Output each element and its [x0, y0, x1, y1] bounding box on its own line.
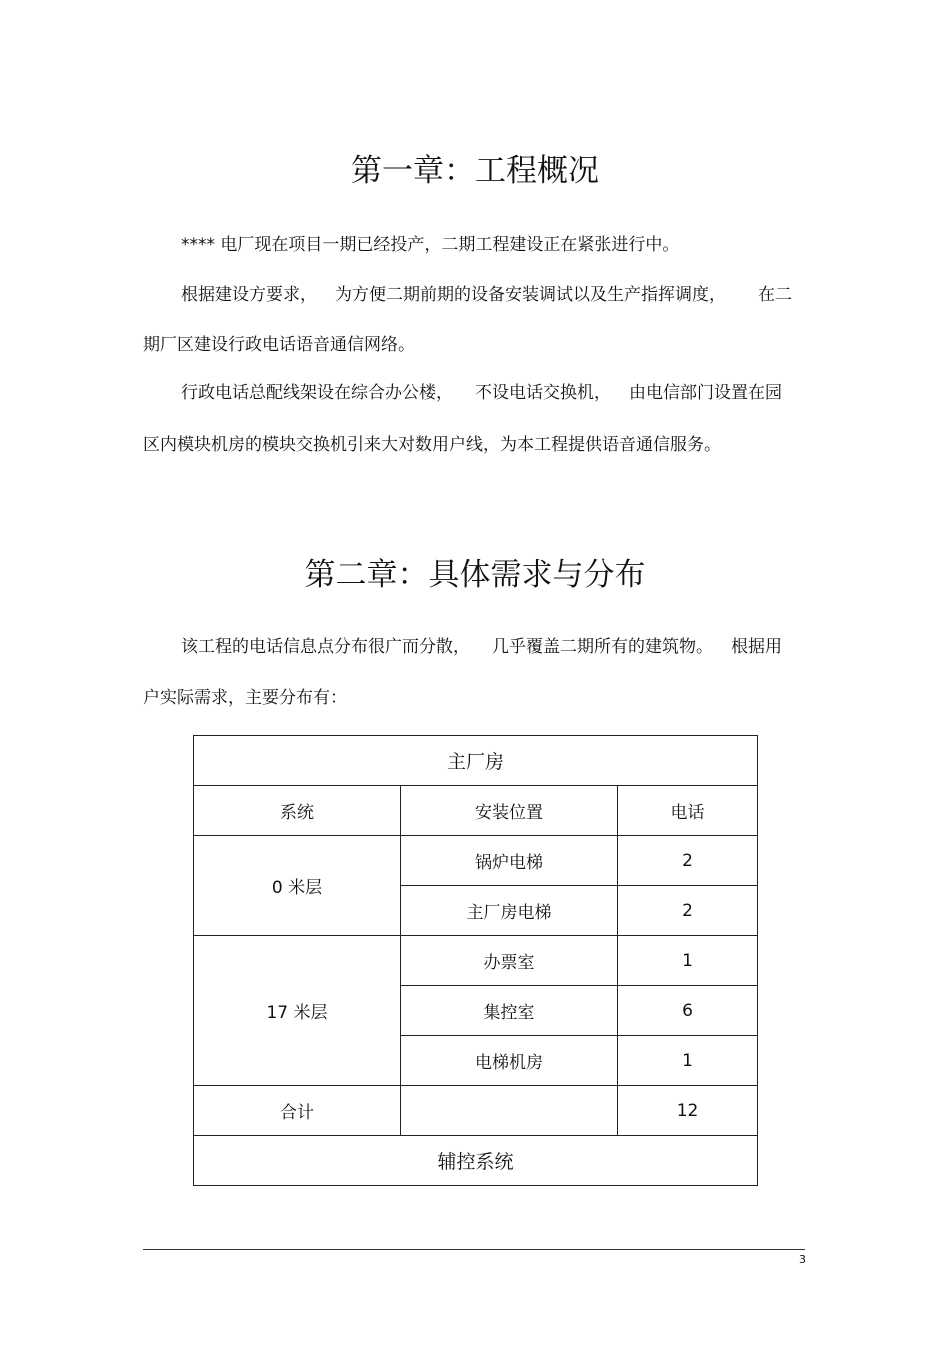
location-cell: 办票室 — [401, 936, 618, 986]
chapter1-paragraph1: **** 电厂现在项目一期已经投产，二期工程建设正在紧张进行中。 — [181, 235, 680, 255]
location-cell: 集控室 — [401, 986, 618, 1036]
chapter2-paragraph1-cont: 户实际需求，主要分布有： — [143, 688, 347, 708]
section-aux-control: 辅控系统 — [194, 1136, 758, 1186]
footer-divider — [143, 1249, 805, 1250]
section-main-building: 主厂房 — [194, 736, 758, 786]
chapter2-paragraph1: 该工程的电话信息点分布很广而分散， 几乎覆盖二期所有的建筑物。 根据用 — [181, 637, 782, 657]
header-phones: 电话 — [618, 786, 758, 836]
total-location — [401, 1086, 618, 1136]
chapter2-title: 第二章：具体需求与分布 — [304, 557, 646, 593]
header-location: 安装位置 — [401, 786, 618, 836]
table-section-row — [194, 736, 758, 786]
table-header-row — [194, 786, 758, 836]
phone-distribution-table — [193, 735, 758, 1186]
header-system: 系统 — [194, 786, 401, 836]
chapter1-paragraph2: 根据建设方要求， 为方便二期前期的设备安装调试以及生产指挥调度， 在二 — [181, 285, 792, 305]
phones-cell: 6 — [618, 986, 758, 1036]
phones-cell: 1 — [618, 936, 758, 986]
total-phones: 12 — [618, 1086, 758, 1136]
phones-cell: 2 — [618, 886, 758, 936]
chapter1-paragraph2-cont: 期厂区建设行政电话语音通信网络。 — [143, 335, 415, 355]
location-cell: 电梯机房 — [401, 1036, 618, 1086]
system-cell: 0 米层 — [194, 836, 401, 936]
system-cell: 17 米层 — [194, 936, 401, 1086]
chapter1-paragraph3: 行政电话总配线架设在综合办公楼， 不设电话交换机， 由电信部门设置在园 — [181, 383, 782, 403]
table-row — [194, 836, 758, 886]
phones-cell: 1 — [618, 1036, 758, 1086]
table-section-row — [194, 1136, 758, 1186]
total-label: 合计 — [194, 1086, 401, 1136]
chapter1-title: 第一章：工程概况 — [351, 153, 599, 189]
location-cell: 主厂房电梯 — [401, 886, 618, 936]
table-row — [194, 936, 758, 986]
location-cell: 锅炉电梯 — [401, 836, 618, 886]
chapter1-paragraph3-cont: 区内模块机房的模块交换机引来大对数用户线，为本工程提供语音通信服务。 — [143, 435, 721, 455]
page-number: 3 — [799, 1253, 806, 1266]
phones-cell: 2 — [618, 836, 758, 886]
table-total-row — [194, 1086, 758, 1136]
